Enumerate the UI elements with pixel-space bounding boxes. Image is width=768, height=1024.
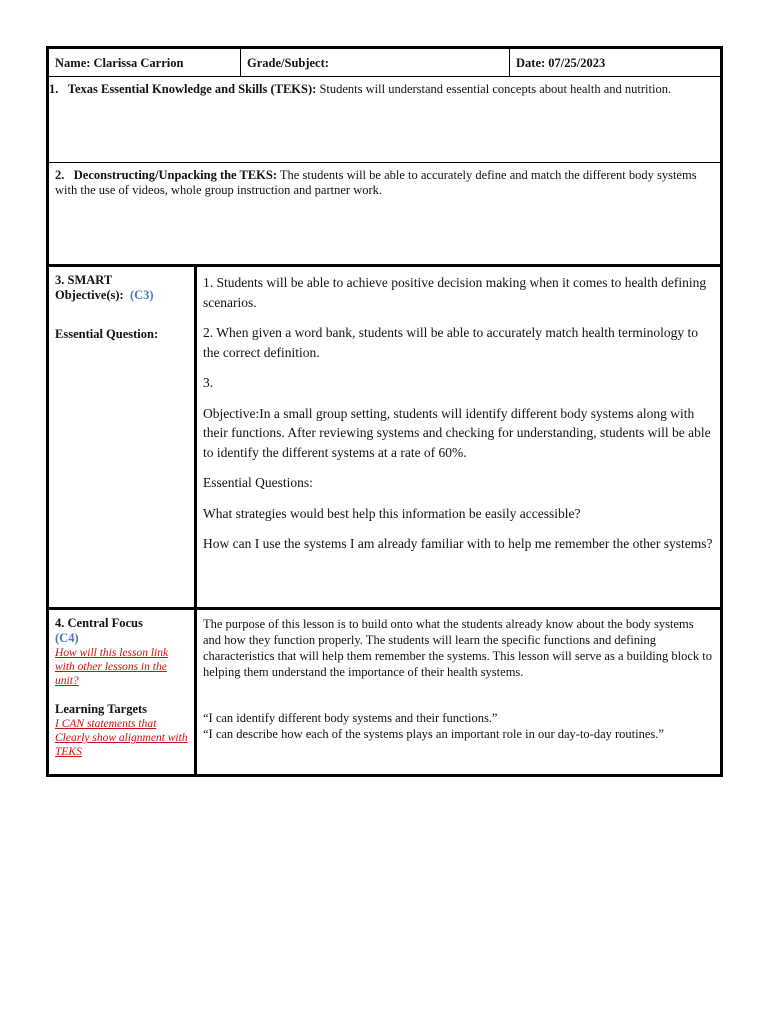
lesson-plan-table [46,46,723,777]
objective-item: 3. [203,375,214,390]
central-focus-text: The purpose of this lesson is to build onto what the students already know about the body systems and how they function properly. The students will learn the specific functions and defining characteristics that will help them remember the systems. This lesson will serve as a building block to helping them understand the importance of their health systems. [203,617,713,679]
central-focus-prompt: How will this lesson link with other lessons in the unit? [55,647,169,687]
objective-item: Objective:In a small group setting, students will identify different body systems along with their functions. After reviewing systems and checking for understanding, students will be able to identify the different systems at a rate of 60%. [203,405,711,460]
objectives-label: Objective(s): [55,288,124,302]
grade-subject-cell: Grade/Subject: [241,49,510,76]
smart-label-cell [49,267,197,607]
essential-question-item: How can I use the systems I am already familiar with to help me remember the other systems? [203,536,713,551]
name-cell: Name: Clarissa Carrion [49,49,241,76]
learning-targets-prompt: I CAN statements that Clearly show alignment with TEKS [55,718,188,758]
central-focus-label: 4. Central Focus [55,616,143,630]
date-cell: Date: 07/25/2023 [516,56,606,70]
essential-questions-heading: Essential Questions: [203,475,313,490]
learning-targets-label: Learning Targets [55,702,148,716]
central-focus-content [197,610,720,774]
header-row [49,49,720,77]
central-focus-label-cell [49,610,197,774]
objective-item: 1. Students will be able to achieve positive decision making when it comes to health defining scenarios. [203,275,707,310]
teks-section [49,77,720,163]
smart-label: 3. SMART [55,273,113,287]
c4-code: (C4) [55,631,79,645]
essential-question-item: What strategies would best help this information be easily accessible? [203,505,581,521]
teks-title: Texas Essential Knowledge and Skills (TEKS): [67,82,317,96]
c3-code: (C3) [129,288,154,302]
objectives-content [197,267,720,607]
deconstructing-text: The students will be able to accurately define and match the different body systems with the use of videos, whole group instruction and partner work. [55,168,697,197]
deconstructing-title: Deconstructing/Unpacking the TEKS: [73,168,278,182]
smart-objectives-row [49,267,720,610]
section-number: 2. [55,168,65,182]
objective-item: 2. When given a word bank, students will be able to accurately match health terminology to the correct definition. [203,325,698,360]
learning-target-item: “I can describe how each of the systems plays an important role in our day-to-day routines.” [203,727,664,741]
learning-target-item: “I can identify different body systems and their functions.” [203,711,498,725]
deconstructing-section [49,163,720,267]
teks-text: Students will understand essential concepts about health and nutrition. [319,82,672,96]
central-focus-row [49,610,720,774]
section-number: 1. [49,82,59,96]
essential-question-label: Essential Question: [55,327,159,341]
